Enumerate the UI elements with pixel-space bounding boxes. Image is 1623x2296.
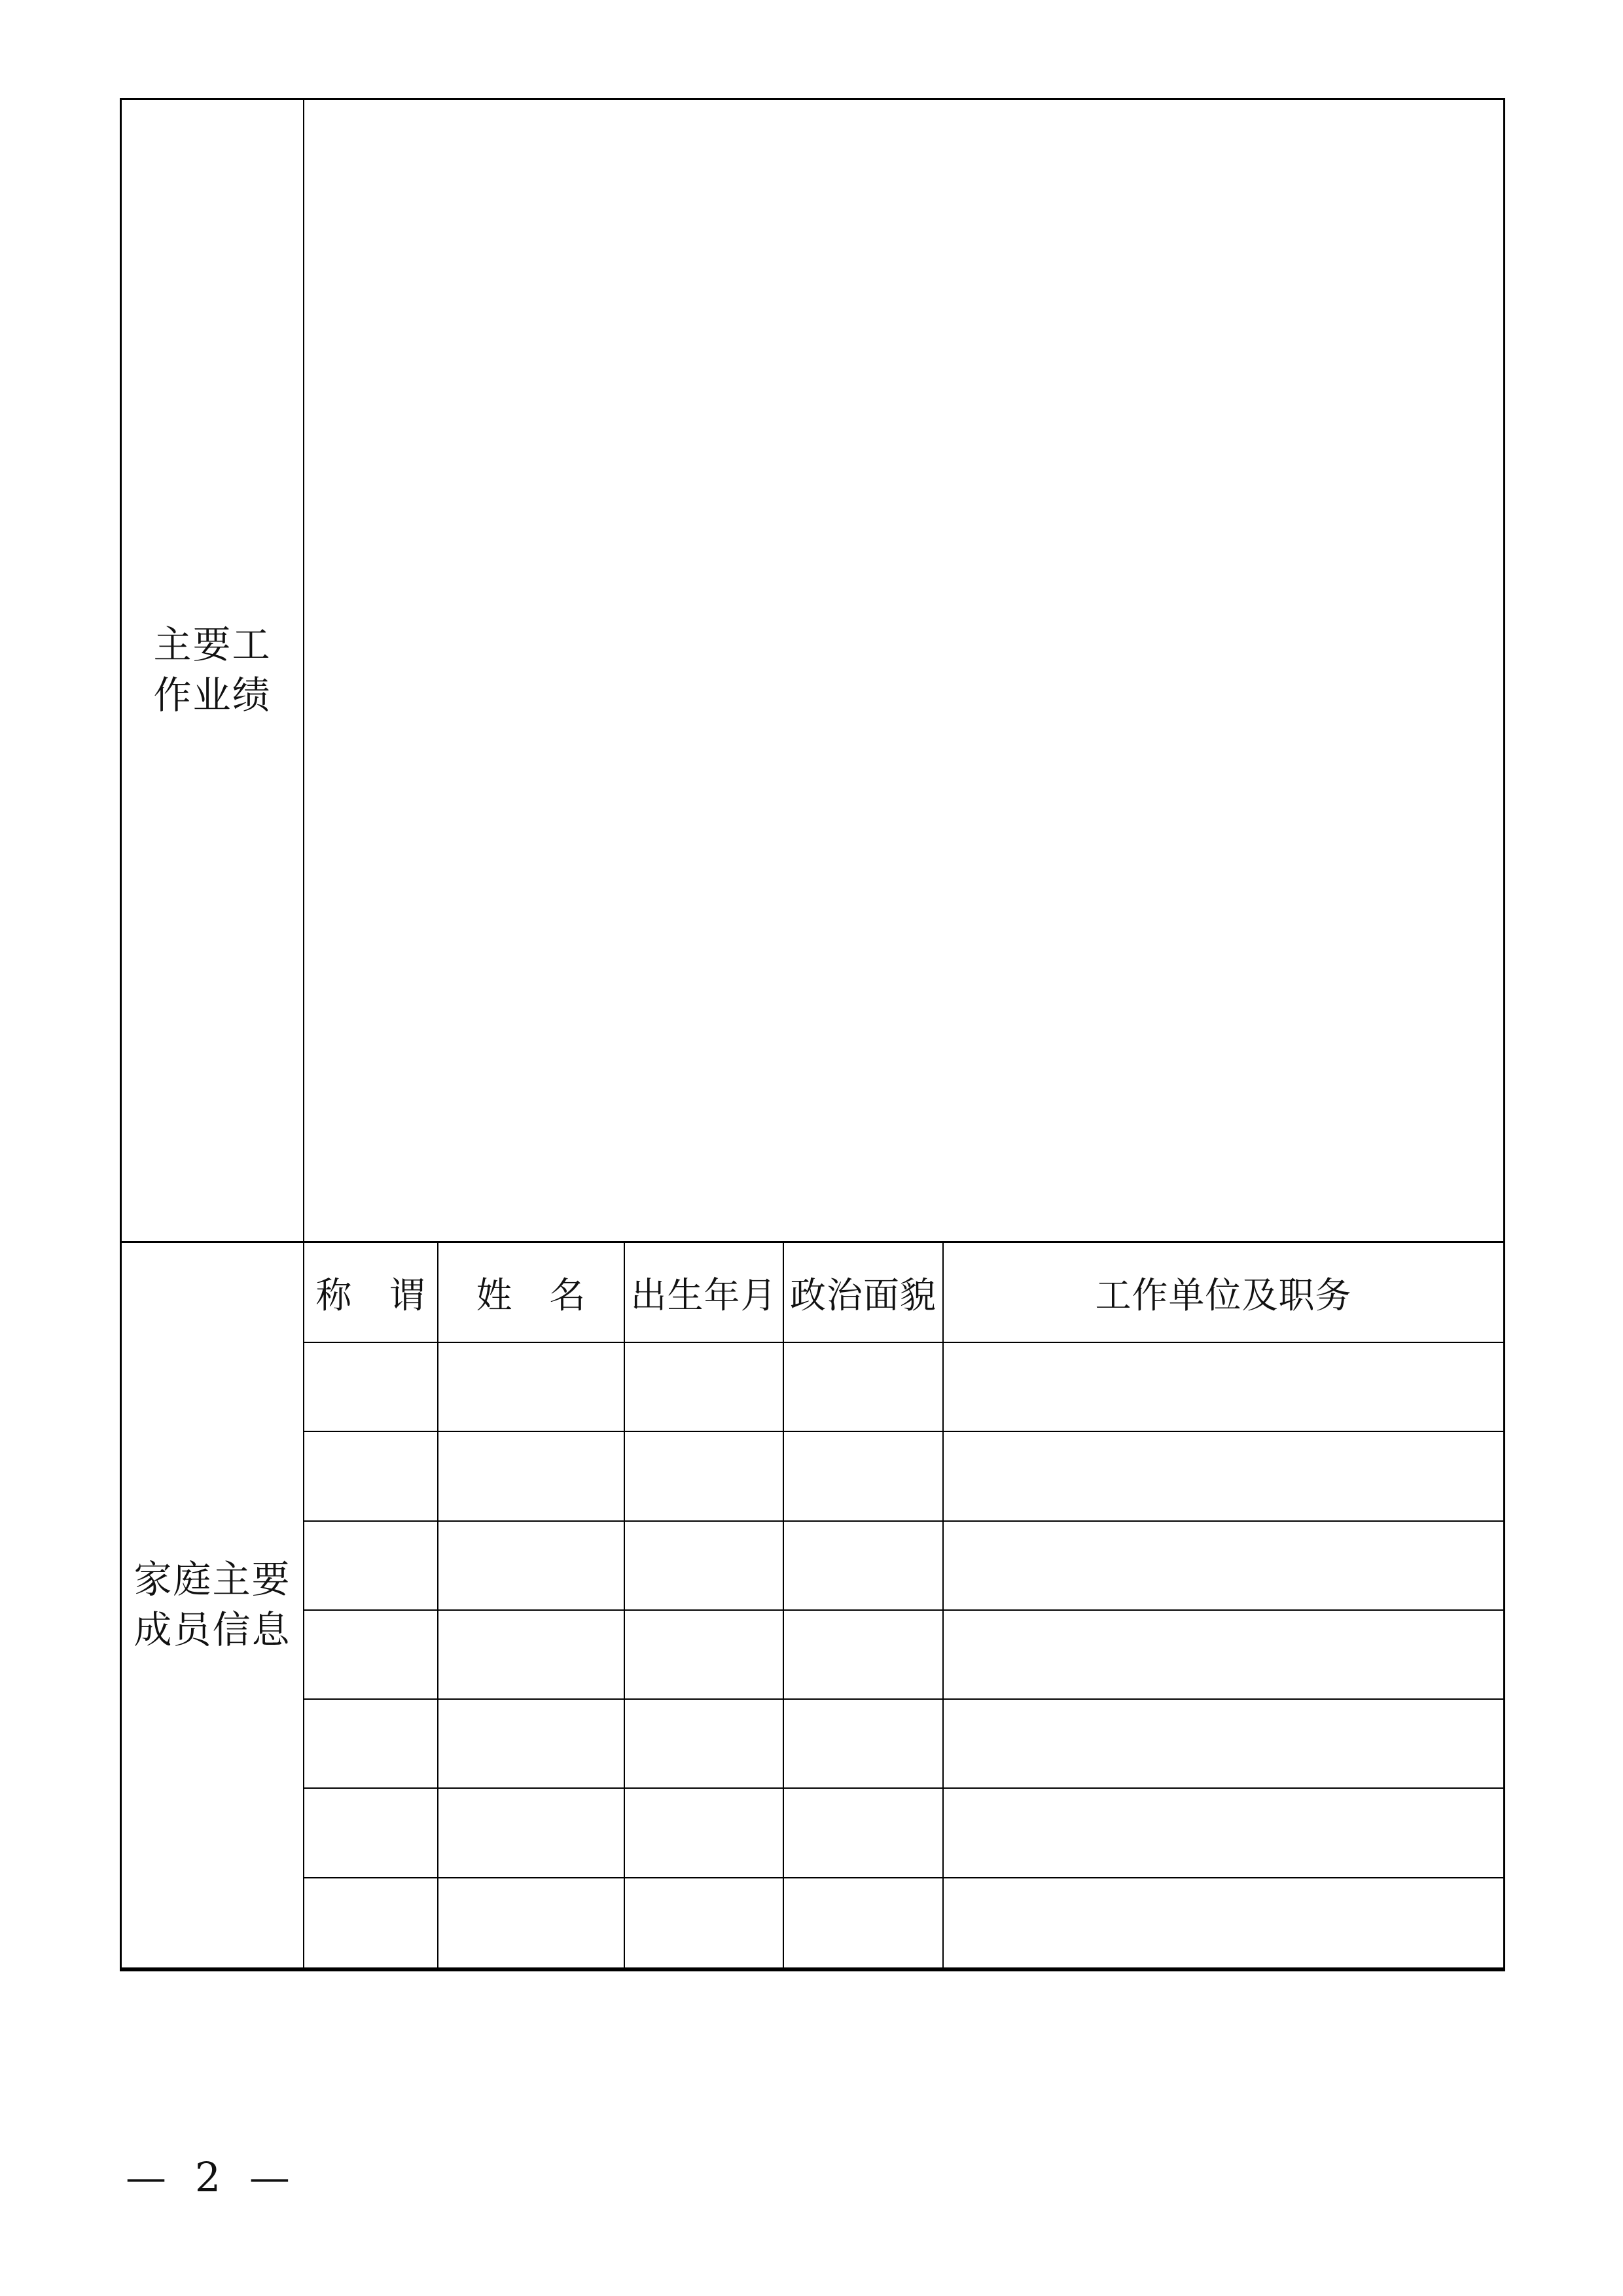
family-cell-political[interactable] [784, 1343, 944, 1432]
family-header-birth: 出生年月 [625, 1243, 784, 1343]
family-section [122, 1243, 1503, 1967]
family-cell-work[interactable] [944, 1700, 1503, 1789]
family-cell-political[interactable] [784, 1432, 944, 1521]
achievements-section [122, 100, 1503, 1243]
family-cell-birth[interactable] [625, 1522, 784, 1611]
page-number: — 2 — [126, 2153, 290, 2201]
family-cell-political[interactable] [784, 1878, 944, 1967]
family-cell-birth[interactable] [625, 1700, 784, 1789]
family-cell-political[interactable] [784, 1611, 944, 1700]
achievements-content-cell[interactable] [304, 100, 1503, 1241]
family-cell-relation[interactable] [304, 1432, 438, 1521]
family-cell-political[interactable] [784, 1522, 944, 1611]
family-cell-political[interactable] [784, 1789, 944, 1878]
family-cell-name[interactable] [438, 1432, 625, 1521]
family-header-name: 姓 名 [438, 1243, 625, 1343]
family-cell-relation[interactable] [304, 1789, 438, 1878]
family-cell-name[interactable] [438, 1700, 625, 1789]
achievements-label-cell [122, 100, 304, 1241]
family-cell-work[interactable] [944, 1789, 1503, 1878]
family-header-relation: 称 谓 [304, 1243, 438, 1343]
family-cell-political[interactable] [784, 1700, 944, 1789]
family-cell-birth[interactable] [625, 1611, 784, 1700]
family-cell-birth[interactable] [625, 1432, 784, 1521]
family-cell-birth[interactable] [625, 1789, 784, 1878]
family-members-table [304, 1243, 1503, 1967]
family-cell-name[interactable] [438, 1343, 625, 1432]
family-cell-name[interactable] [438, 1522, 625, 1611]
family-cell-name[interactable] [438, 1878, 625, 1967]
family-cell-name[interactable] [438, 1789, 625, 1878]
family-cell-birth[interactable] [625, 1343, 784, 1432]
family-cell-relation[interactable] [304, 1700, 438, 1789]
family-cell-work[interactable] [944, 1432, 1503, 1521]
family-cell-work[interactable] [944, 1343, 1503, 1432]
family-cell-work[interactable] [944, 1522, 1503, 1611]
family-label-line1: 家庭主要 [134, 1558, 291, 1601]
family-header-work: 工作单位及职务 [944, 1243, 1503, 1343]
personnel-form-table [120, 98, 1505, 1971]
family-header-political: 政治面貌 [784, 1243, 944, 1343]
family-label-cell [122, 1243, 304, 1967]
family-cell-relation[interactable] [304, 1611, 438, 1700]
family-cell-relation[interactable] [304, 1878, 438, 1967]
achievements-label-line2: 作业绩 [153, 673, 272, 717]
family-cell-work[interactable] [944, 1611, 1503, 1700]
family-cell-work[interactable] [944, 1878, 1503, 1967]
family-cell-relation[interactable] [304, 1522, 438, 1611]
family-cell-name[interactable] [438, 1611, 625, 1700]
family-cell-birth[interactable] [625, 1878, 784, 1967]
family-label-line2: 成员信息 [134, 1608, 291, 1651]
achievements-label-line1: 主要工 [153, 623, 272, 666]
family-cell-relation[interactable] [304, 1343, 438, 1432]
